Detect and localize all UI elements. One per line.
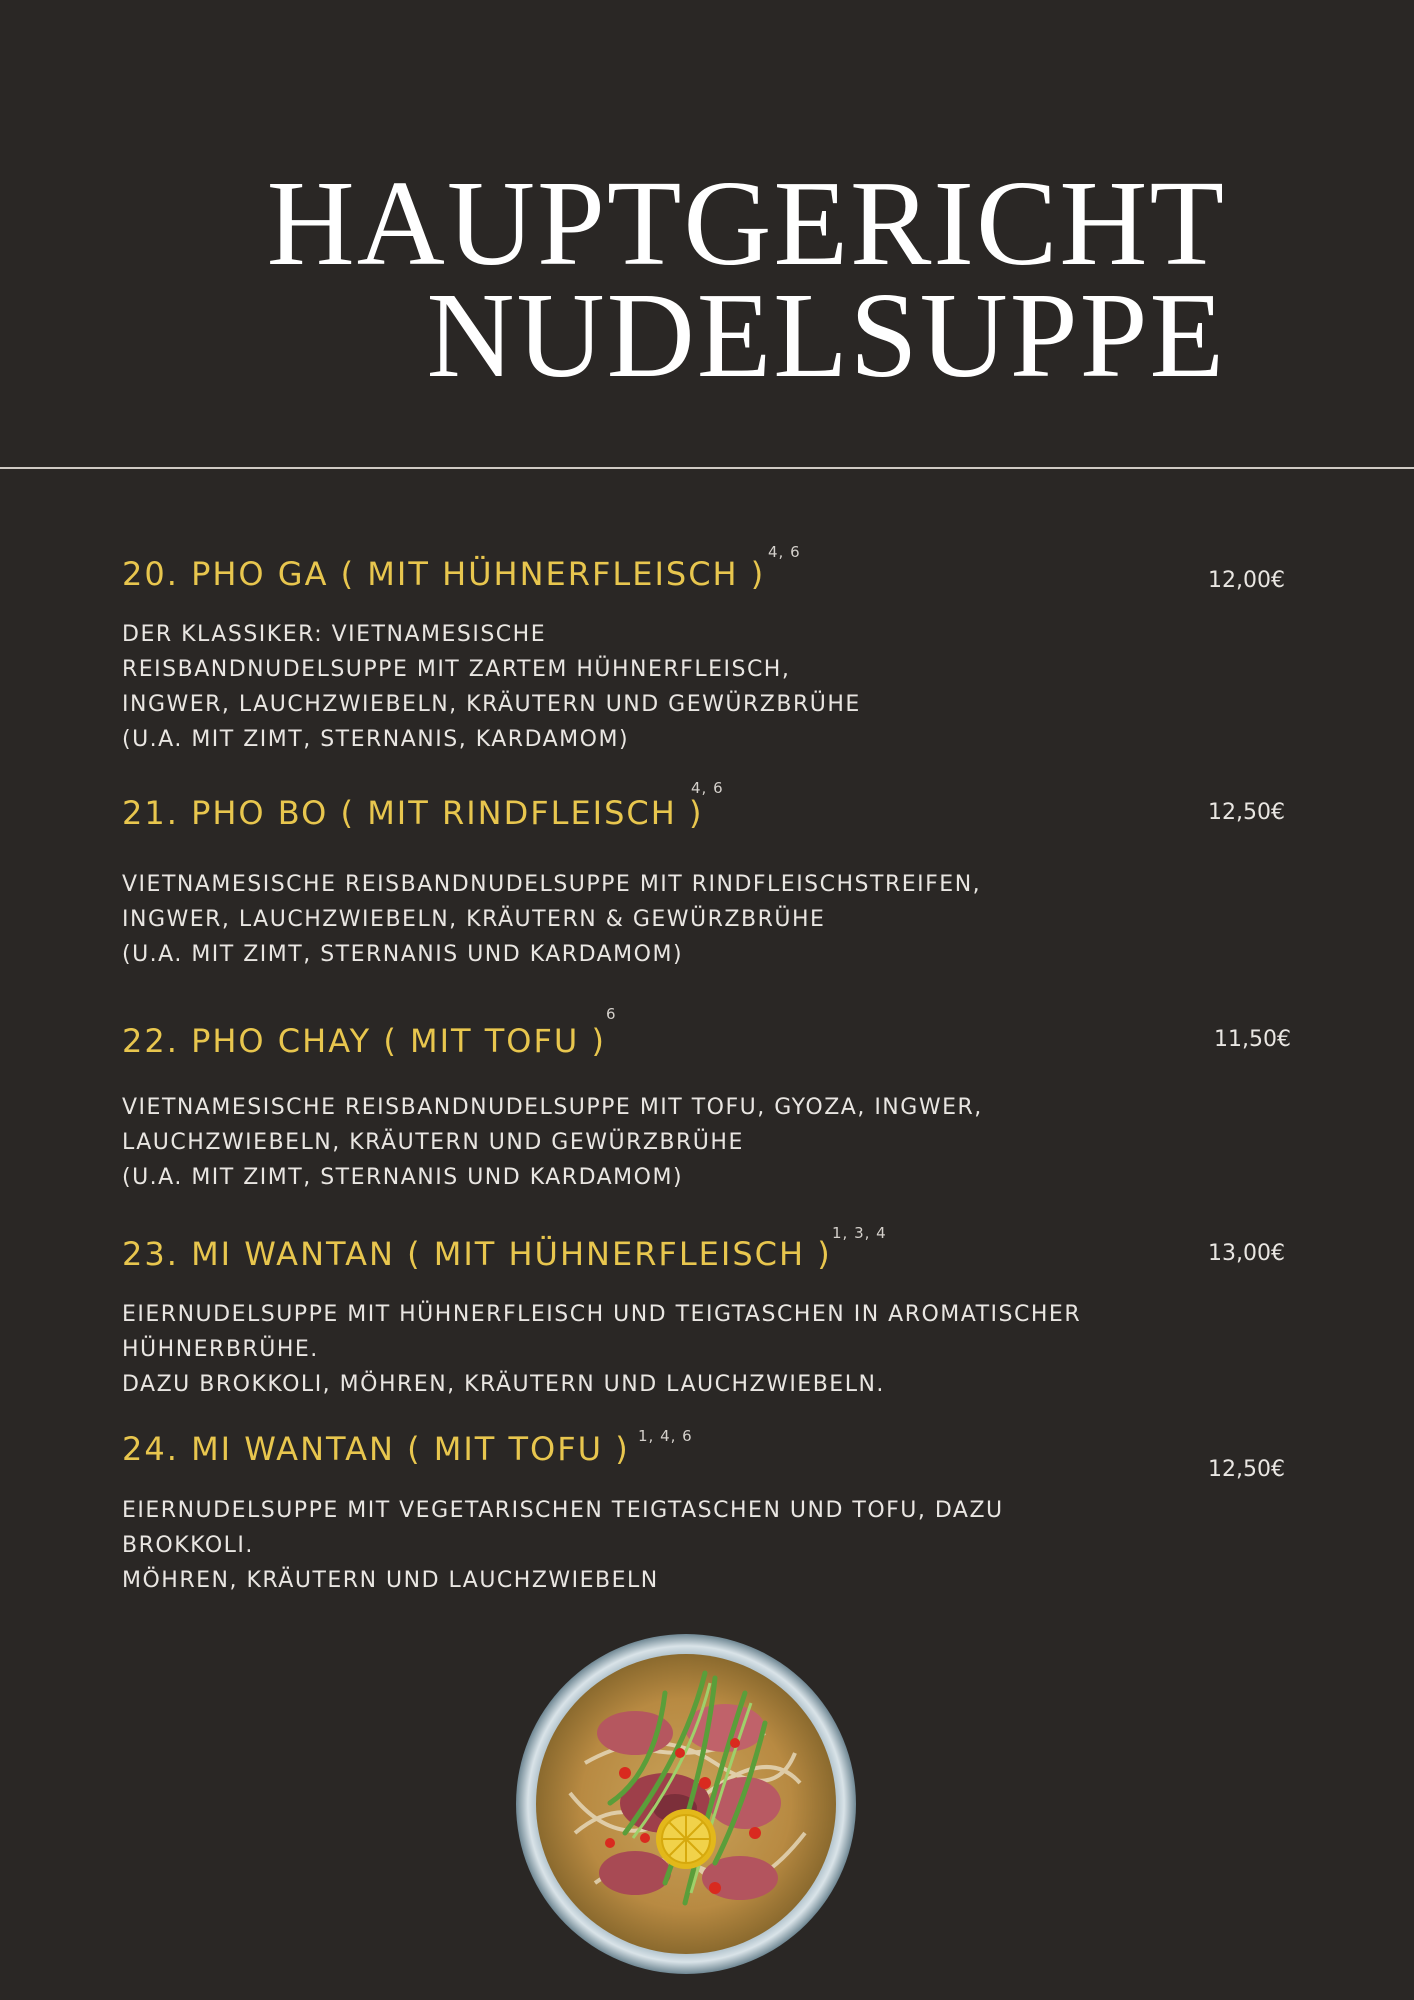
dish-description <box>122 867 981 972</box>
description-line: VIETNAMESISCHE REISBANDNUDELSUPPE MIT RINDFLEISCHSTREIFEN, <box>122 872 982 897</box>
description-line: (U.A. MIT ZIMT, STERNANIS UND KARDAMOM) <box>122 1165 684 1190</box>
description-line: DAZU BROKKOLI, MÖHREN, KRÄUTERN UND LAUCHZWIEBELN. <box>122 1372 885 1397</box>
dish-price: 12,00€ <box>1208 568 1285 593</box>
allergen-codes: 1, 4, 6 <box>638 1427 693 1445</box>
lime-segments <box>662 1815 710 1863</box>
description-line: DER KLASSIKER: VIETNAMESISCHE <box>122 622 547 647</box>
pho-bowl-image <box>515 1633 857 1975</box>
description-line: INGWER, LAUCHZWIEBELN, KRÄUTERN & GEWÜRZBRÜHE <box>122 907 826 932</box>
allergen-codes: 1, 3, 4 <box>832 1224 887 1242</box>
dish-description <box>122 1297 1081 1402</box>
title-divider <box>0 467 1414 469</box>
description-line: LAUCHZWIEBELN, KRÄUTERN UND GEWÜRZBRÜHE <box>122 1130 744 1155</box>
dish-description <box>122 1493 1004 1598</box>
dish-name: 21. PHO BO ( MIT RINDFLEISCH ) <box>122 794 704 832</box>
dish-name: 22. PHO CHAY ( MIT TOFU ) <box>122 1022 606 1060</box>
page-title-line-2: NUDELSUPPE <box>426 268 1226 403</box>
description-line: EIERNUDELSUPPE MIT VEGETARISCHEN TEIGTASCHEN UND TOFU, DAZU <box>122 1498 1004 1523</box>
dish-name: 24. MI WANTAN ( MIT TOFU ) <box>122 1430 630 1468</box>
dish-price: 12,50€ <box>1208 1457 1285 1482</box>
dish-description <box>122 617 861 757</box>
allergen-codes: 6 <box>606 1005 617 1023</box>
dish-name: 20. PHO GA ( MIT HÜHNERFLEISCH ) <box>122 555 766 593</box>
description-line: INGWER, LAUCHZWIEBELN, KRÄUTERN UND GEWÜRZBRÜHE <box>122 692 861 717</box>
description-line: VIETNAMESISCHE REISBANDNUDELSUPPE MIT TOFU, GYOZA, INGWER, <box>122 1095 983 1120</box>
description-line: (U.A. MIT ZIMT, STERNANIS UND KARDAMOM) <box>122 942 684 967</box>
description-line: EIERNUDELSUPPE MIT HÜHNERFLEISCH UND TEIGTASCHEN IN AROMATISCHER <box>122 1302 1082 1327</box>
dish-price: 12,50€ <box>1208 800 1285 825</box>
description-line: REISBANDNUDELSUPPE MIT ZARTEM HÜHNERFLEISCH, <box>122 657 791 682</box>
description-line: MÖHREN, KRÄUTERN UND LAUCHZWIEBELN <box>122 1568 659 1593</box>
dish-price: 11,50€ <box>1214 1027 1291 1052</box>
dish-description <box>122 1090 983 1195</box>
dish-price: 13,00€ <box>1208 1241 1285 1266</box>
description-line: (U.A. MIT ZIMT, STERNANIS, KARDAMOM) <box>122 727 630 752</box>
allergen-codes: 4, 6 <box>691 779 724 797</box>
description-line: BROKKOLI. <box>122 1533 254 1558</box>
page-title-line-1: HAUPTGERICHT <box>266 156 1226 291</box>
allergen-codes: 4, 6 <box>768 543 801 561</box>
dish-name: 23. MI WANTAN ( MIT HÜHNERFLEISCH ) <box>122 1235 832 1273</box>
description-line: HÜHNERBRÜHE. <box>122 1337 319 1362</box>
